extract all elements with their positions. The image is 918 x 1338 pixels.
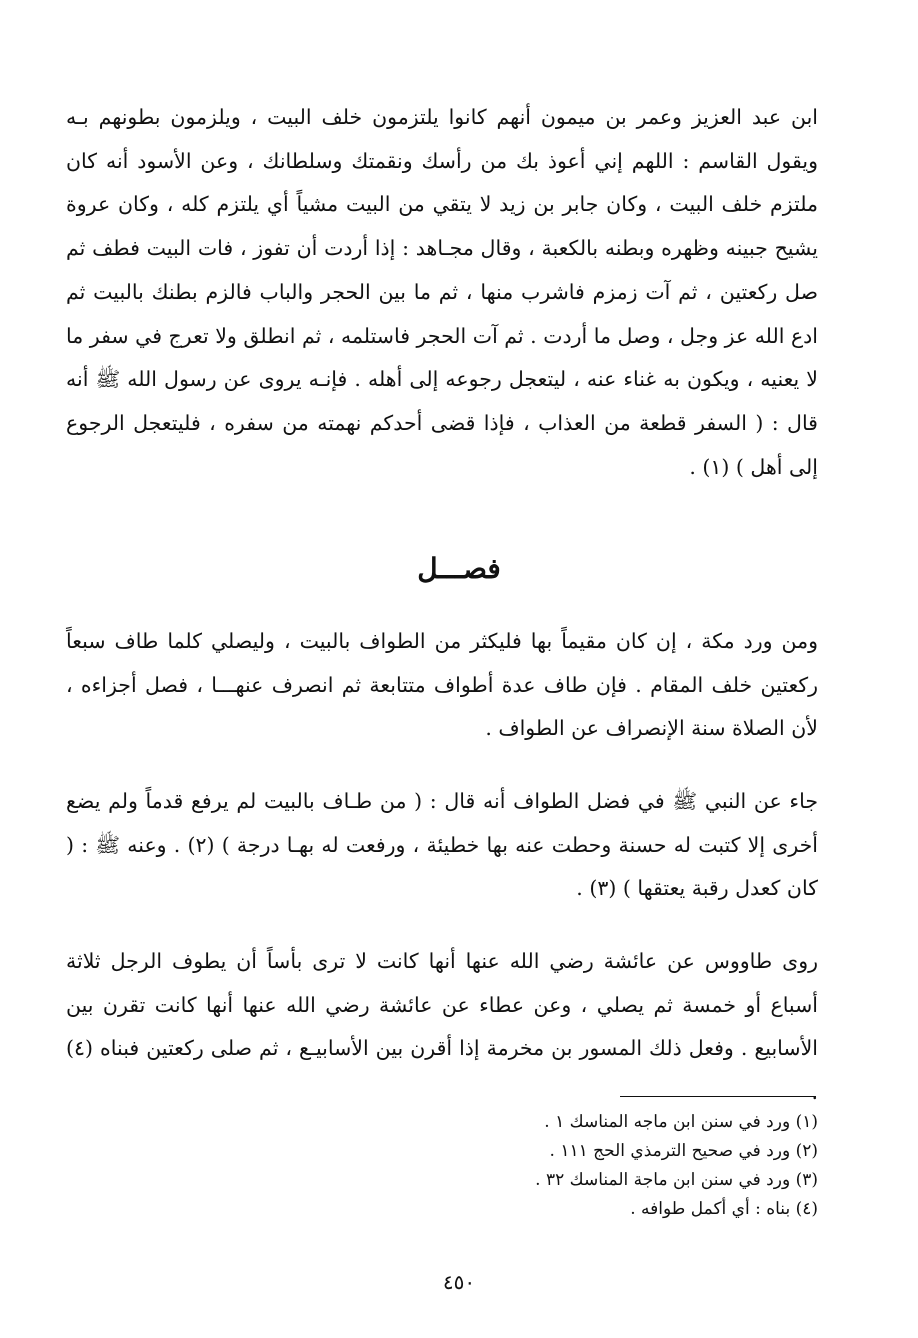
paragraph-1: ابن عبد العزيز وعمر بن ميمون أنهم كانوا يلتزمون خلف البيت ، ويلزمون بطونهم بـه ويقول القاسم : اللهم إني أعوذ بك من رأسك ونقمتك وسلطانك ، وعن الأسود أنه كان ملتزم خلف البيت ، وكان جابر بن زيد لا يتقي من البيت مشياً أي يلتزم كله ، وكان عروة يشيح جبينه وظهره وبطنه بالكعبة ، وقال مجـاهد : إذا أردت أن تفوز ، فات البيت فطف ثم صل ركعتين ، ثم آت زمزم فاشرب منها ، ثم ما بين الحجر والباب فالزم بطنك بالبيت ثم ادع الله عز وجل ، وصل ما أردت . ثم آت الحجر فاستلمه ، ثم انطلق ولا تعرج في سفر ما لا يعنيه ، ويكون به غناء عنه ، ليتعجل رجوعه إلى أهله . فإنـه يروى عن رسول الله ﷺ أنه قال : ( السفر قطعة من العذاب ، فإذا قضى أحدكم نهمته من سفره ، فليتعجل الرجوع إلى أهل ) (١) . (66, 105, 818, 479)
footnotes-list (300, 1108, 818, 1224)
paragraph-3: جاء عن النبي ﷺ في فضل الطواف أنه قال : ( من طـاف بالبيت لم يرفع قدماً ولم يضع أخرى إلا كتبت له حسنة وحطت عنه بها خطيئة ، ورفعت له بهـا درجة ) (٢) . وعنه ﷺ : ( كان كعدل رقبة يعتقها ) (٣) . (66, 789, 818, 901)
paragraph-4: روى طاووس عن عائشة رضي الله عنها أنها كانت لا ترى بأساً أن يطوف الرجل ثلاثة أسباع أو خمسة ثم يصلي ، وعن عطاء عن عائشة رضي الله عنها أنها كانت تقرن بين الأسابيع . وفعل ذلك المسور بن مخرمة إذا أقرن بين الأسابيـع ، ثم صلى ركعتين فبناه (٤) . (66, 949, 818, 1105)
page-number: ٤٥٠ (442, 1270, 476, 1294)
footnote-2: (٢) ورد في صحيح الترمذي الحج ١١١ . (549, 1141, 818, 1161)
footnote-3: (٣) ورد في سنن ابن ماجة المناسك ٣٢ . (535, 1170, 818, 1190)
section-heading: فصـــل (417, 552, 501, 585)
footnote-1: (١) ورد في سنن ابن ماجه المناسك ١ . (544, 1112, 818, 1132)
footnote-4: (٤) بناه : أي أكمل طوافه . (630, 1199, 818, 1219)
footnote-divider (620, 1096, 816, 1097)
paragraph-2: ومن ورد مكة ، إن كان مقيماً بها فليكثر من الطواف بالبيت ، وليصلي كلما طاف سبعاً ركعتين خلف المقام . فإن طاف عدة أطواف متتابعة ثم انصرف عنهـــا ، فصل أجزاءه ، لأن الصلاة سنة الإنصراف عن الطواف . (66, 629, 818, 741)
